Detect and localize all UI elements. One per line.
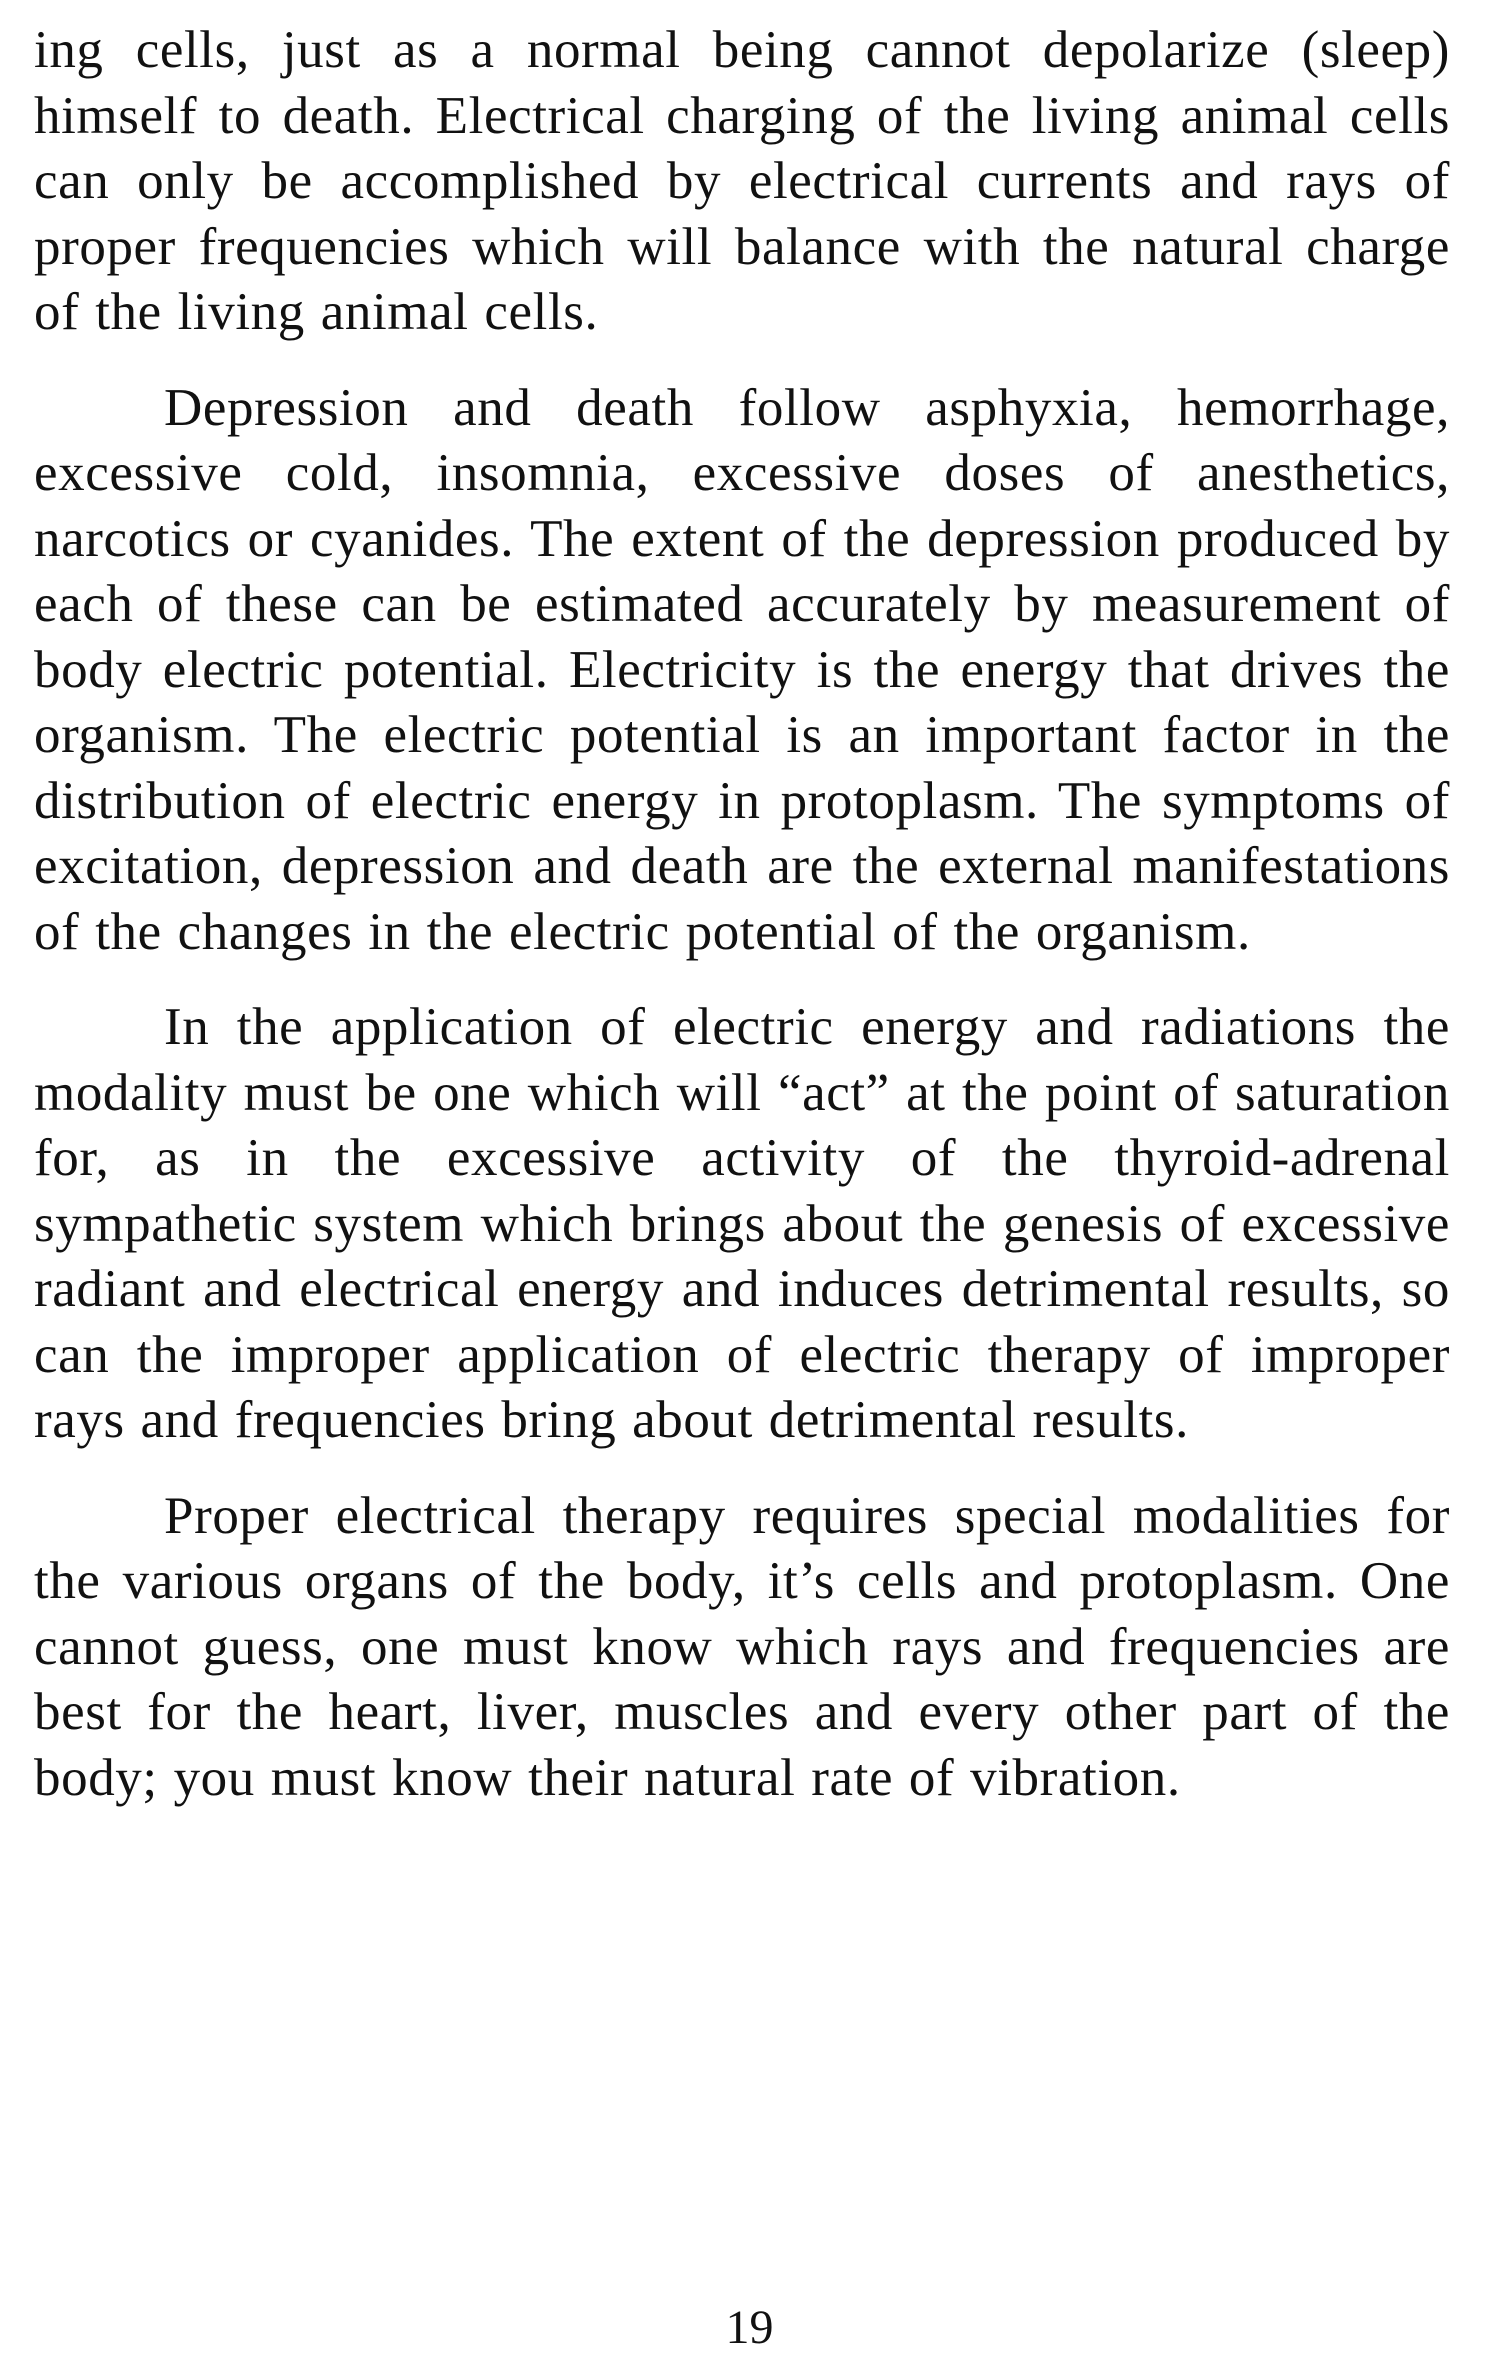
paragraph-2: Depression and death follow asphyxia, hemorrhage, excessive cold, insomnia, excessive doses of anesthetics, narcotics or cyanides. The extent of the depression produced by each of these can be estimated accurately by measurement of body electric potential. Electricity is the energy that drives the organism. The electric potential is an important factor in the distribution of electric energy in protoplasm. The symptoms of excitation, depression and death are the external manifestations of the changes in the electric potential of the organism. xyxy=(34,378,1450,961)
paragraph-1: ing cells, just as a normal being cannot depolarize (sleep) himself to death. Electrical charging of the living animal cells can only be accomplished by electrical currents and rays of proper frequencies which will balance with the natural charge of the living animal cells. xyxy=(34,21,1450,341)
page-number: 19 xyxy=(725,2301,774,2354)
paragraph-3: In the application of electric energy and radiations the modality must be one which will “act” at the point of saturation for, as in the excessive activity of the thyroid-adrenal sympathetic system which brings about the genesis of excessive radiant and electrical energy and induces detrimental results, so can the improper application of electric therapy of improper rays and frequencies bring about detrimental results. xyxy=(34,998,1450,1449)
page-body xyxy=(34,18,1450,1841)
paragraph-4: Proper electrical therapy requires special modalities for the various organs of the body, it’s cells and protoplasm. One cannot guess, one must know which rays and frequencies are best for the heart, liver, muscles and every other part of the body; you must know their natural rate of vibration. xyxy=(34,1486,1450,1807)
